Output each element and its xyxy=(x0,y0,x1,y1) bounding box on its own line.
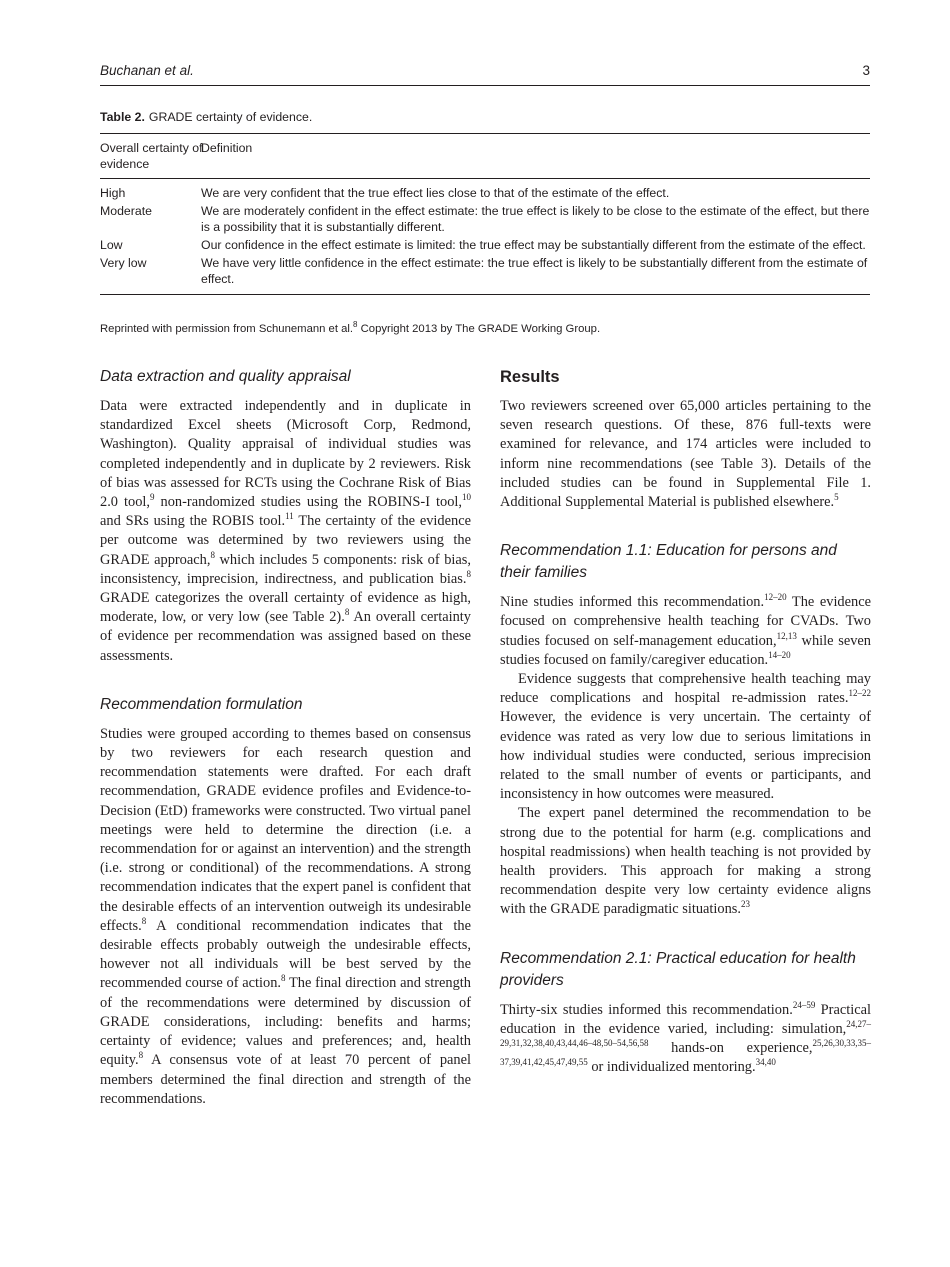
certainty-level: Moderate xyxy=(100,204,152,218)
paragraph-data-extraction: Data were extracted independently and in duplicate in standardized Excel sheets (Microsoft Corp, Redmond, Washington). Quality appraisal of individual studies was completed independently and in duplicate by 2 reviewers. Risk of bias was assessed for RCTs using the Cochrane Risk of Bias 2.0 tool,$^9$ non-randomized studies using the ROBINS-I tool,$^{10}$ and SRs using the ROBIS tool.$^{11}$ The certainty of the evidence per outcome was determined by two reviewers using the GRADE approach,$^8$ which includes 5 components: risk of bias, inconsistency, imprecision, indirectness, and publication bias.$^8$ GRADE categorizes the overall certainty of evidence as high, moderate, low, or very low (see Table 2).$^8$ An overall certainty of evidence per recommendation was assigned based on these assessments. xyxy=(100,398,471,664)
table-row xyxy=(100,255,870,287)
running-header xyxy=(100,63,870,86)
citation: 10 xyxy=(462,492,471,503)
citation: 23 xyxy=(741,899,751,910)
subsection-heading-recommendation-formulation: Recommendation formulation xyxy=(100,695,303,713)
certainty-level: Very low xyxy=(100,256,147,270)
citation: 8 xyxy=(141,916,147,927)
subsection-heading-recommendation-1-1: Recommendation 1.1: Education for persons and their families xyxy=(500,542,837,582)
certainty-definition: We are moderately confident in the effect estimate: the true effect is likely to be close to the estimate of the effect, but there is a possibility that it is substantially different. xyxy=(201,204,870,234)
table-footnote-copyright: Copyright 2013 by The GRADE Working Group. xyxy=(357,322,601,335)
section-heading-results: Results xyxy=(500,368,560,386)
table-row xyxy=(100,203,870,235)
citation: 12–20 xyxy=(764,592,787,603)
citation: 8 xyxy=(138,1050,144,1061)
paragraph-rec-1-1-studies: Nine studies informed this recommendation.$^{12-20}$ The evidence focused on comprehensive health teaching for CVADs. Two studies focused on self-management education,$^{12,13}$ while seven studies focused on family/caregiver education.$^{14-20}$ xyxy=(500,592,871,668)
paragraph-results: Two reviewers screened over 65,000 articles pertaining to the seven research questions. Of these, 876 full-texts were examined for relevance, and 174 articles were included to inform nine recommendations (see Table 3). Details of the included studies can be found in Supplemental File 1. Additional Supplemental Material is published elsewhere.$^5$ xyxy=(500,398,871,511)
citation: 5 xyxy=(834,492,839,503)
citation: 8 xyxy=(344,607,350,618)
citation: 9 xyxy=(150,492,155,503)
page-number: 3 xyxy=(862,63,870,78)
subsection-heading-data-extraction: Data extraction and quality appraisal xyxy=(100,368,351,385)
citation: 34,40 xyxy=(755,1057,776,1068)
table-row xyxy=(100,185,870,201)
table-title: GRADE certainty of evidence. xyxy=(148,110,313,124)
grade-table xyxy=(100,133,870,295)
table-caption xyxy=(100,110,312,124)
citation: 8 xyxy=(281,973,286,984)
certainty-definition: We are very confident that the true effect lies close to that of the estimate of the effect. xyxy=(201,186,670,200)
table-header-row xyxy=(100,134,870,179)
table-footnote-text: Reprinted with permission from Schunemann et al. xyxy=(100,322,354,335)
table-label: Table 2. xyxy=(100,110,145,124)
subsection-heading-recommendation-2-1: Recommendation 2.1: Practical education for health providers xyxy=(500,949,856,989)
citation: 24,27–29,31,32,38,40,43,44,46–48,50–54,56,58 xyxy=(500,1019,871,1049)
citation: 12–22 xyxy=(848,688,871,699)
left-column xyxy=(100,366,471,1109)
certainty-level: Low xyxy=(100,238,123,252)
citation: 14–20 xyxy=(768,650,791,661)
citation: 12,13 xyxy=(776,630,797,641)
citation: 25,26,30,33,35–37,39,41,42,45,47,49,55 xyxy=(500,1038,871,1068)
table-footnote xyxy=(100,320,600,335)
table-body xyxy=(100,179,870,294)
table-row xyxy=(100,237,870,253)
citation: 24–59 xyxy=(792,999,816,1010)
paragraph-recommendation-formulation: Studies were grouped according to themes based on consensus by two reviewers for each research question and recommendation statements were drafted. For each draft recommendation, GRADE evidence profiles and Evidence-to-Decision (EtD) frameworks were constructed. Two virtual panel meetings were held to determine the direction (i.e. a recommendation for or against an intervention) and the strength (i.e. strong or conditional) of the recommendations. A strong recommendation indicates that the expert panel is confident that the desirable effects of an intervention outweigh its undesirable effects.$^8$ A conditional recommendation indicates that the desirable effects probably outweigh the undesirable effects, however not all individuals will be best served by the recommended course of action.$^8$ The final direction and strength of the recommendations were determined by discussion of GRADE considerations, including: benefits and harms; certainty of evidence; values and preferences; and, health equity.$^8$ A consensus vote of at least 70 percent of panel members determined the final direction and strength of the recommendations. xyxy=(100,725,471,1107)
citation: 8 xyxy=(210,549,215,560)
column-header-definition: Definition xyxy=(201,141,253,155)
certainty-definition: We have very little confidence in the effect estimate: the true effect is likely to be substantially different from the estimate of effect. xyxy=(201,256,868,286)
citation: 8 xyxy=(353,320,358,329)
citation: 8 xyxy=(466,569,471,580)
certainty-level: High xyxy=(100,186,126,200)
running-header-author: Buchanan et al. xyxy=(100,63,194,78)
citation: 11 xyxy=(285,511,294,522)
certainty-definition: Our confidence in the effect estimate is limited: the true effect may be substantially different from the estimate of the effect. xyxy=(201,238,866,252)
paragraph-rec-1-1-panel: The expert panel determined the recommendation to be strong due to the potential for harm (e.g. complications and hospital readmissions) when health teaching is not provided by health providers. This approach for making a strong recommendation despite very low certainty evidence aligns with the GRADE paradigmatic situations.$^{23}$ xyxy=(500,805,871,918)
column-header-certainty: Overall certainty of evidence xyxy=(100,141,203,171)
paragraph-rec-1-1-evidence: Evidence suggests that comprehensive health teaching may reduce complications and hospital re-admission rates.$^{12-22}$ However, the evidence is very uncertain. The certainty of evidence was rated as very low due to serious limitations in how individual studies were conducted, serious imprecision related to the small number of events or participants, and inconsistency in how outcomes were measured. xyxy=(500,671,871,803)
right-column xyxy=(500,366,871,1077)
paragraph-rec-2-1: Thirty-six studies informed this recommendation.$^{24-59}$ Practical education in the evidence varied, including: simulation,$^{24,27-29,31,32,38,40,43,44,46-48,50-54,56,58}$ hands-on experience,$^{25,26,30,33,35-37,39,41,42,45,47,49,55}$ or individualized mentoring.$^{34,40}$ xyxy=(500,999,872,1076)
